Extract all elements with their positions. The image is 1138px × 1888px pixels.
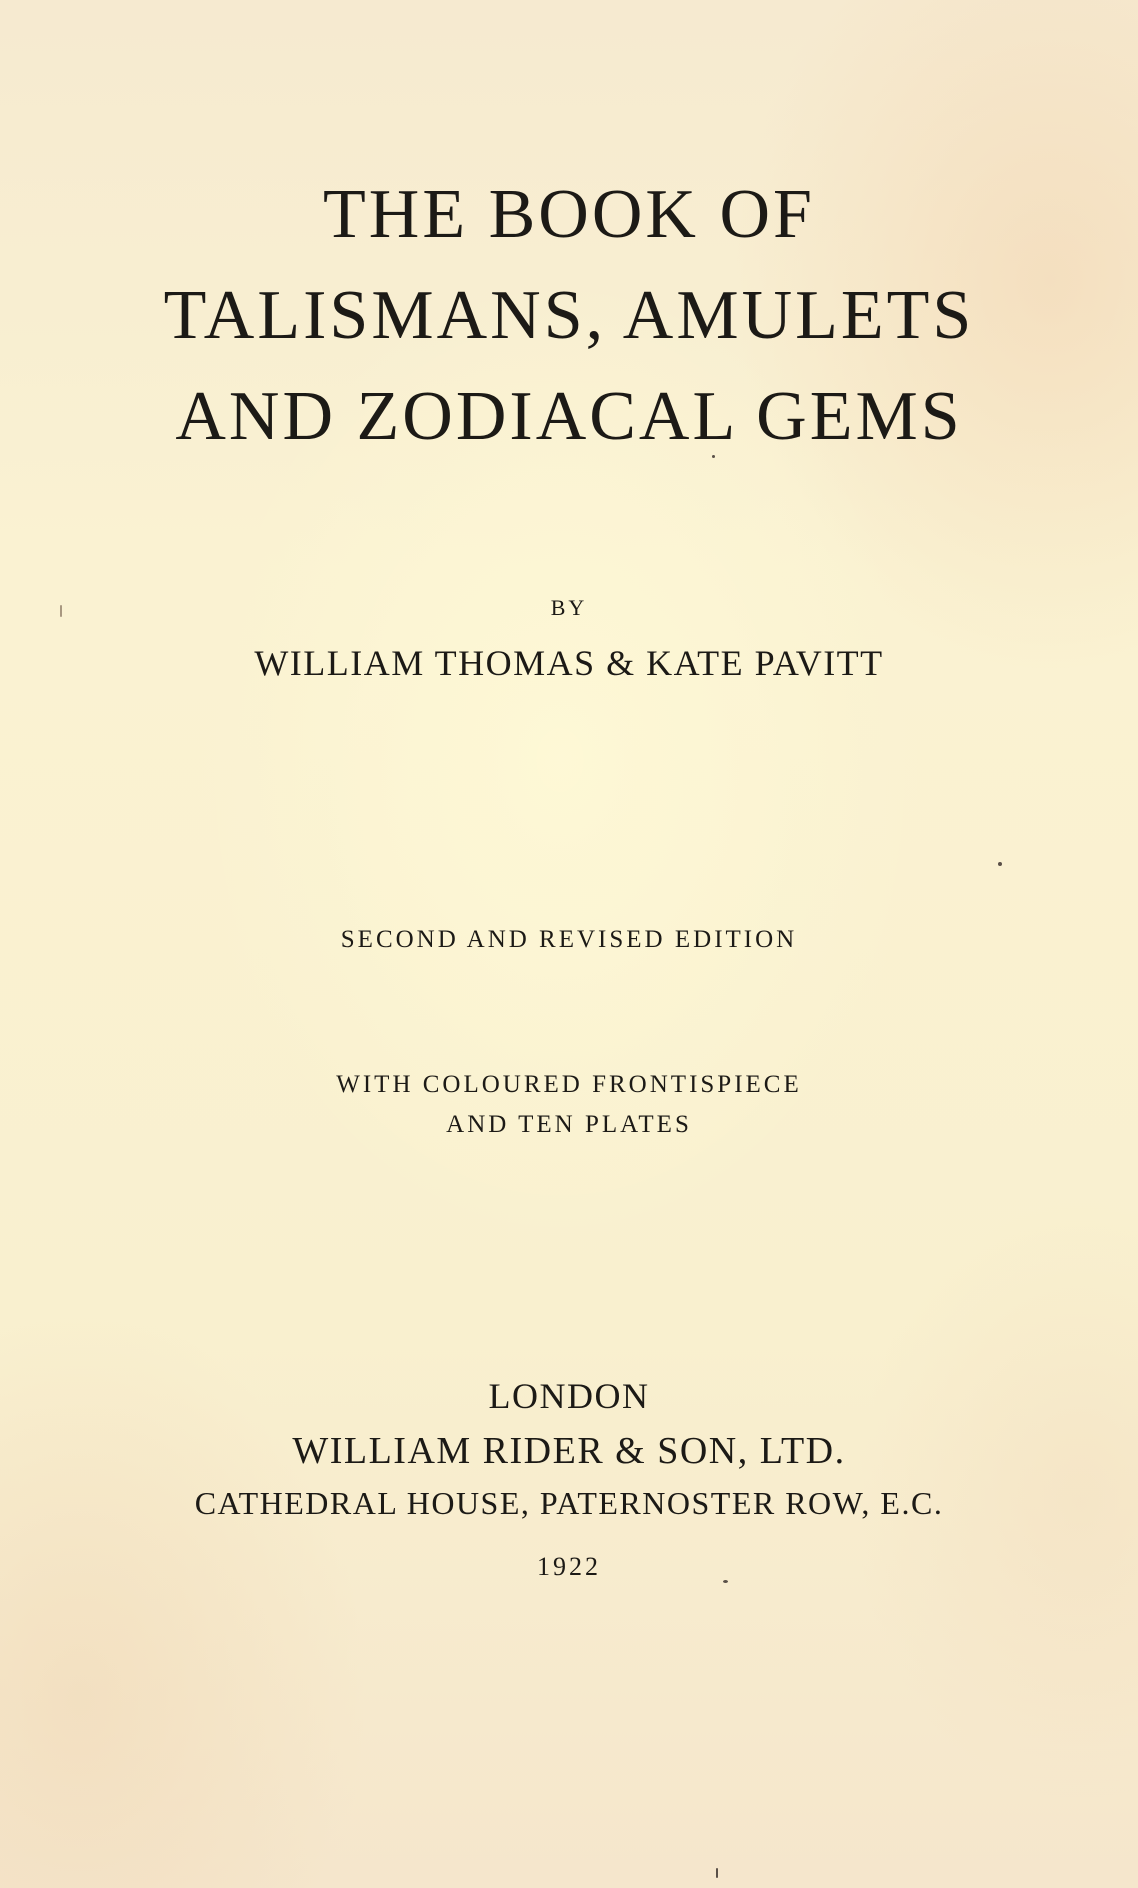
- title-line-3: AND ZODIACAL GEMS: [175, 378, 963, 455]
- by-label: BY: [550, 595, 588, 620]
- title-line-1: THE BOOK OF: [323, 176, 815, 253]
- paper-speck: [60, 605, 62, 617]
- paper-speck: [723, 1580, 728, 1583]
- title-line-2: TALISMANS, AMULETS: [163, 277, 975, 354]
- paper-speck: [716, 1868, 718, 1878]
- edition: SECOND AND REVISED EDITION: [340, 926, 798, 953]
- paper-speck: [712, 455, 715, 458]
- imprint-address: CATHEDRAL HOUSE, PATERNOSTER ROW, E.C.: [194, 1485, 944, 1521]
- paper-speck: [998, 862, 1002, 866]
- illustrations-line-1: WITH COLOURED FRONTISPIECE: [336, 1071, 802, 1098]
- imprint-city: LONDON: [488, 1376, 650, 1416]
- imprint-year: 1922: [537, 1552, 601, 1581]
- illustrations-line-2: AND TEN PLATES: [446, 1111, 692, 1138]
- imprint-publisher: WILLIAM RIDER & SON, LTD.: [292, 1430, 846, 1472]
- authors: WILLIAM THOMAS & KATE PAVITT: [254, 643, 884, 683]
